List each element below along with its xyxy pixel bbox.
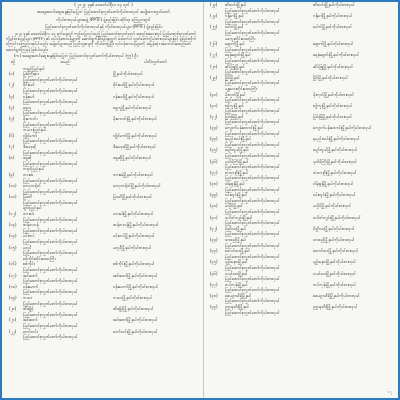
list-item-name: ထန်တလန် [23, 222, 39, 228]
list-item-number [207, 310, 225, 316]
list-item-role: ဂန့်ဂေါမြို့နယ်ကိုယ်စားလှယ် [313, 13, 353, 19]
list-item-number: (၃၈) [210, 181, 218, 186]
list-item-name: မလှိုင်မြို့နယ် [225, 203, 243, 209]
list-item-name: ပြည်ထောင်စုလွှတ်တော်ကိုယ်စားလှယ် [23, 289, 78, 295]
list-item-name: လယ်ဝေးမြို့နယ် [225, 270, 248, 276]
left-column [6, 2, 201, 398]
column-divider [203, 2, 204, 398]
list-item-role: အင်းတော်မြို့နယ်ကိုယ်စားလှယ် [113, 317, 158, 323]
list-item-number: (၃၉) [210, 192, 218, 198]
list-item-name: ဗန်းမော် [23, 93, 35, 99]
list-item-role: ပုသိမ်ကြီးမြို့နယ်ကိုယ်စားလှယ် [313, 158, 357, 164]
list-item-number: (၃၃) [210, 125, 218, 131]
list-item-role: ချောက်မြို့နယ်ကိုယ်စားလှယ် [313, 41, 354, 47]
list-item-role [313, 310, 396, 316]
list-item-name: မြင်းခြံမြို့နယ် [225, 113, 244, 119]
list-item-name: ပြည်ထောင်စုလွှတ်တော်ကိုယ်စားလှယ် [225, 119, 280, 125]
list-item-name: ကျောက်ပန်းတောင်းမြို့နယ် [225, 125, 264, 131]
list-item-role: ရွှေကူမြို့နယ်ကိုယ်စားလှယ် [113, 104, 152, 110]
list-item-number: (၂၅) [210, 24, 218, 30]
list-item-name: ထီးလင်းမြို့နယ် [225, 2, 247, 7]
list-item-name: ပြည်ထောင်စုလွှတ်တော်ကိုယ်စားလှယ် [225, 298, 280, 304]
list-item-number: (၃၆) [210, 158, 218, 164]
list-item-name: ပြည်ထောင်စုလွှတ်တော်ကိုယ်စားလှယ် [23, 250, 78, 256]
list-item-name: ပြည်ထောင်စုလွှတ်တော်ကိုယ်စားလှယ် [23, 76, 78, 82]
list-item-name: ပျော်ဘွယ်မြို့နယ် [225, 147, 249, 153]
document-page [2, 2, 398, 398]
list-item-name: ပြည်ထောင်စုလွှတ်တော်ကိုယ်စားလှယ် [225, 18, 280, 24]
list-item-name: ပြည်ထောင်စုလွှတ်တော်ကိုယ်စားလှယ် [225, 197, 280, 203]
list-item-role: မြဝတီမြို့နယ်ကိုယ်စားလှယ် [113, 194, 152, 200]
list-item-number: (၂၈) [210, 63, 218, 69]
document-heading-line-1: အချေအတင်ဆွေးနွေးခြင်းမပြုဘဲ ပြည်ထောင်စုလွှတ်တော်ကိုယ်စားလှယ် အမျိုးသားလွှတ်တော် [36, 9, 171, 15]
list-item-name: အင်းတော် [23, 317, 38, 323]
list-item-name: ပြည်ထောင်စုလွှတ်တော်ကိုယ်စားလှယ် [225, 97, 280, 103]
list-item-number: (၁၉) [9, 294, 17, 300]
list-item-number: (၁၂) [9, 211, 17, 217]
list-item-name: မြဝတီ [23, 194, 33, 200]
list-item-name: ပြည်ထောင်စုလွှတ်တော်ကိုယ်စားလှယ် [23, 216, 78, 222]
list-item-name: ဝိုင်းမော် [23, 82, 35, 88]
list-item-number: (၃၅) [210, 147, 218, 153]
list-item-name: ပြည်ထောင်စုလွှတ်တော်ကိုယ်စားလှယ် [225, 309, 280, 315]
list-item-number: (၄၁) [210, 214, 218, 220]
page-number: ၁၂ [387, 389, 392, 394]
list-item-name: ပြည်ထောင်စုလွှတ်တော်ကိုယ်စားလှယ် [23, 239, 78, 245]
list-item-number: (၇) [9, 143, 15, 149]
list-item-name: အင်းတော် [23, 272, 38, 278]
list-item-number: (၂၂) [9, 328, 17, 334]
list-item-role: ဗန်းမောက်မြို့နယ်ကိုယ်စားလှယ် [113, 283, 159, 289]
list-item-number: (၃၇) [210, 169, 218, 175]
list-item-number: (၁) [9, 71, 15, 77]
list-item-name: ဝမ်းတွင်းမြို့နယ် [225, 192, 248, 198]
list-item-name: ပြည်ထောင်စုလွှတ်တော်ကိုယ်စားလှယ် [23, 149, 78, 155]
list-item-name: ပြည်ထောင်စုလွှတ်တော်ကိုယ်စားလှယ် [23, 300, 78, 306]
list-item-role: မြိုင်မြို့နယ်ကိုယ်စားလှယ် [313, 74, 349, 80]
list-item-role: ဆိပ်ဖြူမြို့နယ်ကိုယ်စားလှယ် [313, 63, 354, 69]
list-item-name: ပြည်ထောင်စုလွှတ်တော်ကိုယ်စားလှယ် [23, 121, 78, 127]
list-item-name: မိုးကောင်း [23, 115, 38, 121]
list-item-name: ပြည်ထောင်စုလွှတ်တော်ကိုယ်စားလှယ် [225, 276, 280, 282]
list-item-number: (၁၀) [9, 183, 17, 189]
list-item-number: (၄၉) [210, 304, 218, 310]
list-item-name: ထီးချိုင့် [23, 306, 34, 312]
list-item-name: ပြည်ထောင်စုလွှတ်တော်ကိုယ်စားလှယ် [225, 175, 280, 181]
list-item-role: တံတားဦးမြို့နယ်ကိုယ်စားလှယ် [313, 169, 357, 175]
list-item-role: မလှိုင်မြို့နယ်ကိုယ်စားလှယ် [313, 203, 352, 209]
list-item-name: ပြည်ထောင်စုလွှတ်တော်ကိုယ်စားလှယ် [225, 80, 280, 86]
list-item-name: ဗန်းမောက် [23, 283, 39, 289]
list-item-name: ပြည်ထောင်စုလွှတ်တော်ကိုယ်စားလှယ် [225, 264, 280, 270]
list-item-name: ပြည်ထောင်စုလွှတ်တော်ကိုယ်စားလှယ် [225, 164, 280, 170]
list-item-name: ပြည်ထောင်စုလွှတ်တော်ကိုယ်စားလှယ် [225, 130, 280, 136]
list-item-name: မြိုင်မြို့နယ် [225, 74, 240, 80]
list-item-name: ပြည်ထောင်စုလွှတ်တော်ကိုယ်စားလှယ် [23, 334, 78, 340]
list-title: (က) အချေအတင်ဆွေးနွေးခြင်းမပြုဘဲ ပြည်ထောင်စုလွှတ်တော်ကိုယ်စားလှယ် (၅၅) ဦး [14, 52, 138, 58]
list-item-name: သာစည်မြို့နယ် [225, 236, 247, 242]
list-item-name: ပြည်ထောင်စုလွှတ်တော်ကိုယ်စားလှယ် [23, 99, 78, 105]
list-item-name: လွိုင်ကော် [23, 132, 38, 138]
list-item-role: ဝမ်းတွင်းမြို့နယ်ကိုယ်စားလှယ် [313, 192, 356, 198]
list-item-role: ပေါက်မြို့နယ်ကိုယ်စားလှယ် [313, 24, 352, 30]
list-item-name: ဖရူဆို [23, 155, 32, 161]
list-item-number: (၂၀) [9, 306, 17, 312]
list-item-role: စစ်ကိုင်းမြို့နယ်ကိုယ်စားလှယ် [113, 261, 155, 267]
list-item-role: ဟားခါးမြို့နယ်ကိုယ်စားလှယ် [113, 211, 154, 217]
list-item-role: ရေနံချောင်းမြို့နယ်ကိုယ်စားလှယ် [313, 52, 360, 58]
list-item-name: ပြည်ထောင်စုလွှတ်တော်ကိုယ်စားလှယ် [23, 278, 78, 284]
list-item-name: ပြည်ထောင်စုလွှတ်တော်ကိုယ်စားလှယ် [225, 253, 280, 259]
list-item-role: ပျဉ်းမနားမြို့နယ်ကိုယ်စားလှယ် [313, 259, 357, 265]
list-item-number: (၁၄) [9, 233, 17, 239]
list-item-role: ငါန်းဇွန်မြို့နယ်ကိုယ်စားလှယ် [313, 181, 354, 186]
list-item-name: ပြည်ထောင်စုလွှတ်တော်ကိုယ်စားလှယ် [225, 57, 280, 63]
list-item-number: (၁၃) [9, 222, 17, 228]
list-item-role: ဖရူဆိုမြို့နယ်ကိုယ်စားလှယ် [113, 155, 152, 161]
list-item-name: ပြည်ထောင်စုလွှတ်တော်ကိုယ်စားလှယ် [225, 186, 280, 192]
list-item-role: ဥတ္တရသီရိမြို့နယ်ကိုယ်စားလှယ် [313, 304, 358, 310]
list-item-name: ပြည်ထောင်စုလွှတ်တော်ကိုယ်စားလှယ် [225, 29, 280, 35]
list-item-name: ဂန့်ဂေါမြို့နယ် [225, 13, 245, 19]
list-item-name: မိတ္ထီလာမြို့နယ် [225, 225, 247, 231]
list-item-name: ရေနံချောင်းမြို့နယ် [225, 52, 251, 58]
list-item-number: (၃၂) [210, 113, 218, 119]
list-item-role: မြင်းခြံမြို့နယ်ကိုယ်စားလှယ် [313, 113, 352, 119]
list-item-name: သပိတ်ကျင်းမြို့နယ် [225, 214, 253, 220]
list-item-name: ပြည်ထောင်စုလွှတ်တော်ကိုယ်စားလှယ် [23, 322, 78, 328]
list-item-name: ကသာ [23, 294, 33, 300]
list-item-name: ကော်လင်း [23, 328, 38, 334]
list-item-name: ပြည်ထောင်စုလွှတ်တော်ကိုယ်စားလှယ် [225, 46, 280, 52]
list-item-role: ပျော်ဘွယ်မြို့နယ်ကိုယ်စားလှယ် [313, 147, 358, 153]
list-item-name: ပြည်ထောင်စုလွှတ်တော်ကိုယ်စားလှယ် [23, 188, 78, 194]
left-member-list [6, 66, 201, 340]
list-item-number [6, 334, 23, 340]
list-item-name: ပြည်ထောင်စုလွှတ်တော်ကိုယ်စားလှယ် [225, 7, 280, 13]
list-item-name: ချင်းပြည်နယ် [23, 205, 42, 211]
list-item-number: (၄၂) [210, 225, 218, 231]
list-item-role: သပိတ်ကျင်းမြို့နယ်ကိုယ်စားလှယ် [313, 214, 361, 220]
list-item-name: ဟားခါး [23, 211, 34, 217]
list-item-name: ရမည်းသင်းမြို့နယ် [225, 136, 252, 142]
list-item-name: ပြည်ထောင်စုလွှတ်တော်ကိုယ်စားလှယ် [23, 160, 78, 166]
list-item-name: ပြည်ထောင်စုလွှတ်တော်ကိုယ်စားလှယ် [225, 287, 280, 293]
list-item-name: ဒီးမော့ဆို [23, 143, 37, 149]
list-item-name: ပြည်ထောင်စုလွှတ်တော်ကိုယ်စားလှယ် [225, 141, 280, 147]
list-item-number: (၄၃) [210, 236, 218, 242]
list-item-role: တပ်ကုန်းမြို့နယ်ကိုယ်စားလှယ် [313, 281, 357, 287]
list-item-name: ပြည်ထောင်စုလွှတ်တော်ကိုယ်စားလှယ် [23, 227, 78, 233]
list-item-role: လွိုင်ကော်မြို့နယ်ကိုယ်စားလှယ် [113, 132, 158, 138]
list-item-role: တောင်သာမြို့နယ်ကိုယ်စားလှယ် [313, 248, 359, 254]
list-item-number: (၄၇) [210, 281, 218, 287]
list-item-number: (၁၅) [9, 244, 17, 250]
list-item-number: (၁၆) [9, 261, 17, 267]
list-item-number: (၂၄) [210, 13, 218, 19]
list-item-name: မင်းတပ် [23, 233, 35, 239]
list-item-number: (၁၈) [9, 283, 17, 289]
list-item-name: ပြည်ထောင်စုလွှတ်တော်ကိုယ်စားလှယ် [225, 242, 280, 248]
list-item-number: (၉) [9, 171, 15, 177]
list-item-name: ပြည်ထောင်စုလွှတ်တော်ကိုယ်စားလှယ် [225, 153, 280, 159]
list-item-role: မြို့နယ်ကိုယ်စားလှယ် [113, 71, 143, 77]
list-item-role: ဝိုင်းမော်မြို့နယ်ကိုယ်စားလှယ် [113, 82, 155, 88]
list-item-number: (၂၃) [210, 2, 218, 7]
list-item-name: ပြည်ထောင်စုလွှတ်တော်ကိုယ်စားလှယ် [225, 208, 280, 214]
list-item-number: (၂၇) [210, 52, 218, 58]
list-item-name: ချောက်မြို့နယ် [225, 41, 245, 47]
list-item-role: မိုးကောင်းမြို့နယ်ကိုယ်စားလှယ် [113, 115, 158, 121]
list-item-number: (၆) [9, 132, 15, 138]
list-item-name: ကော့ကရိတ် [23, 183, 41, 189]
list-item-number: (၄၅) [210, 259, 218, 265]
list-item-name: ကချင်ပြည်နယ် [23, 65, 45, 71]
list-item-number: (၅) [9, 115, 15, 121]
list-item-name: ပြည်ထောင်စုလွှတ်တော်ကိုယ်စားလှယ် [225, 108, 280, 114]
list-item-role: ဒီးမော့ဆိုမြို့နယ်ကိုယ်စားလှယ် [113, 143, 156, 149]
list-item-role: ဇေယျာသီရိမြို့နယ်ကိုယ်စားလှယ် [313, 292, 360, 298]
list-item-role: ကော်လင်းမြို့နယ်ကိုယ်စားလှယ် [113, 328, 158, 334]
column-header-name: အမည် [60, 59, 70, 65]
list-item-role: ကျောက်ပန်းတောင်းမြို့နယ်ကိုယ်စားလှယ် [313, 125, 372, 131]
document-heading-line-2: ကိုယ်စားလှယ်များအဖွဲ့ (PPTF) ဖွဲ့စည်းခြင်း ဆိုင်ရာ ကြေညာချက် [56, 16, 151, 22]
list-item-number: (၁၁) [9, 194, 17, 200]
list-item-name: ပြည်ထောင်စုလွှတ်တော်ကိုယ်စားလှယ် [23, 138, 78, 144]
list-item-role: ထီးချိုင့်မြို့နယ်ကိုယ်စားလှယ် [113, 306, 154, 312]
list-item-name: ပြည်ထောင်စုလွှတ်တော်ကိုယ်စားလှယ် [23, 110, 78, 116]
list-item [6, 334, 201, 340]
list-item-number: (၄၀) [210, 203, 218, 209]
column-header-role: ပါတီ/လွှတ်တော် [144, 59, 167, 65]
list-item-role: ထန်တလန်မြို့နယ်ကိုယ်စားလှယ် [113, 222, 159, 228]
list-item-name: ပြည်ထောင်စုလွှတ်တော်ကိုယ်စားလှယ် [23, 311, 78, 317]
list-item-role: စဉ့်ကူးမြို့နယ်ကိုယ်စားလှယ် [313, 102, 353, 108]
list-item-role: လယ်ဝေးမြို့နယ်ကိုယ်စားလှယ် [313, 270, 356, 276]
list-item-name: ပြည်ထောင်စုလွှတ်တော်ကိုယ်စားလှယ် [23, 267, 78, 272]
list-item-role: မိတ္ထီလာမြို့နယ်ကိုယ်စားလှယ် [313, 225, 355, 231]
list-item-role: အင်းတော်မြို့နယ်ကိုယ်စားလှယ် [113, 272, 158, 278]
list-item-number: (၂) [9, 82, 15, 88]
list-item-number: (၃၄) [210, 136, 218, 142]
list-item-name: မြစ်ကြီးနား [23, 71, 39, 77]
list-item-name: ပြည်ထောင်စုလွှတ်တော်ကိုယ်စားလှယ် [225, 220, 280, 226]
list-item-name: စစ်ကိုင်း [23, 261, 35, 267]
list-item-name: ပြည်ထောင်စုလွှတ်တော်ကိုယ်စားလှယ် [225, 69, 280, 75]
list-item-number: (၈) [9, 155, 15, 161]
list-item-name: ပြည်ထောင်စုလွှတ်တော်ကိုယ်စားလှယ် [23, 199, 78, 205]
list-item-name: ဇေယျာသီရိမြို့နယ် [225, 292, 252, 298]
list-item-name: မိုးကုတ်မြို့နယ် [225, 91, 246, 97]
list-item-number: (၂၁) [9, 317, 17, 323]
list-item-name: ဆိပ်ဖြူမြို့နယ် [225, 63, 245, 69]
intro-paragraph: ၂၀၂၃ ခုနှစ် ဖေဖော်ဝါရီလ ၁၄ ရက်နေ့တွင် ကျင်းပပြုလုပ်သည့် ပြည်ထောင်စုလွှတ်တော် အစည်းအဝေးတွင် ပြည်ထောင်စုလွှတ်တော်ကိုယ်စားလှယ်များ (PPTF) ၏ လုပ်ငန်းတာဝန်များကို ဆောင်ရွက်နိုင်ရန်အတွက် အောက်ပါ လွှတ်တော်ကိုယ်စားလှယ်များဖြင့် ဖွဲ့စည်းလိုက်ကြောင်း ကြေညာအပ်ပါသည်။ အဖွဲ့ဝင်များသည် ပြည်သူ့ဆန္ဒကို ကိုယ်စားပြုပြီး လုပ်ငန်းတာဝန်များကို အမြန်ဆုံး အကောင်အထည်ဖော် ဆောင်ရွက်ကြရန် ဖြစ်ပါသည်။ [6, 30, 197, 52]
list-item-name: ဘားအံ [23, 171, 34, 177]
list-item-number: (၄) [9, 104, 15, 110]
list-item-number: (၁၇) [9, 272, 17, 278]
list-item-number: (၂၉) [210, 74, 218, 80]
list-item-name: ပြည်ထောင်စုလွှတ်တော်ကိုယ်စားလှယ် [23, 88, 78, 93]
list-item-role [113, 334, 201, 340]
document-heading-line-3: ပြည်ထောင်စုလွှတ်တော်ကိုယ်စားလှယ်နှင့် ကိုယ်စားလှယ်များ (PPTF) ဖွဲ့စည်းခြင်း [45, 24, 162, 30]
right-member-list [207, 2, 396, 315]
list-item [207, 310, 396, 316]
list-item-number: (၄၆) [210, 270, 218, 276]
list-item-role: မင်းတပ်မြို့နယ်ကိုယ်စားလှယ် [113, 233, 155, 239]
list-item-name: ပြည်ထောင်စုလွှတ်တော်ကိုယ်စားလှယ် [23, 177, 78, 183]
list-item-name: ပြည်ထောင်စုလွှတ်တော်ကိုယ်စားလှယ် [225, 231, 280, 237]
list-item-name: မကွေးတိုင်းဒေသကြီး [225, 35, 256, 41]
list-item-role: ဗန်းမော်မြို့နယ်ကိုယ်စားလှယ် [113, 93, 155, 99]
list-item-number: (၃) [9, 93, 15, 99]
list-item-name: တောင်သာမြို့နယ် [225, 248, 250, 254]
list-item-name: ပုသိမ်ကြီးမြို့နယ် [225, 158, 249, 164]
list-item-name: ကရင်ပြည်နယ် [23, 166, 45, 172]
list-item-name: တပ်ကုန်းမြို့နယ် [225, 281, 248, 287]
list-item-role: မတူပီမြို့နယ်ကိုယ်စားလှယ် [113, 244, 152, 250]
column-headers [6, 59, 201, 64]
column-header-number: စဉ် [10, 59, 16, 65]
list-item-name: ပေါက်မြို့နယ် [225, 24, 244, 30]
list-item-name: ငါန်းဇွန်မြို့နယ် [225, 181, 245, 186]
list-item-number: (၃၀) [210, 91, 218, 97]
list-item-name: မတူပီ [23, 244, 32, 250]
list-item-role: သာစည်မြို့နယ်ကိုယ်စားလှယ် [313, 236, 355, 242]
list-item-role: ကော့ကရိတ်မြို့နယ်ကိုယ်စားလှယ် [113, 183, 161, 189]
list-item-name: မန္တလေးတိုင်းဒေသကြီး [225, 85, 257, 91]
list-item-name: ဥတ္တရသီရိမြို့နယ် [225, 304, 250, 310]
list-item-name: စစ်ကိုင်းတိုင်းဒေသကြီး [23, 255, 56, 261]
list-item-number: (၄၈) [210, 292, 218, 298]
right-column [207, 2, 396, 398]
list-item-number: (၄၄) [210, 248, 218, 254]
document-date: ( ၂၀၂၃ ခုနှစ် ဖေဖော်ဝါရီလ ၁၄ ရက် ) [74, 2, 133, 7]
list-item-role: ဘားအံမြို့နယ်ကိုယ်စားလှယ် [113, 171, 154, 177]
list-item-role: ကသာမြို့နယ်ကိုယ်စားလှယ် [113, 294, 153, 300]
list-item-number: (၃၁) [210, 102, 218, 108]
list-item-number: (၂၆) [210, 41, 218, 47]
list-item-name: ကယားပြည်နယ် [23, 127, 47, 133]
list-item-name: ပျဉ်းမနားမြို့နယ် [225, 259, 248, 265]
list-item-role: ထီးလင်းမြို့နယ်ကိုယ်စားလှယ် [313, 2, 355, 7]
list-item-name: ရွှေကူ [23, 104, 32, 110]
list-item-name: စဉ့်ကူးမြို့နယ် [225, 102, 244, 108]
list-item-role: မိုးကုတ်မြို့နယ်ကိုယ်စားလှယ် [313, 91, 354, 97]
list-item-name: တံတားဦးမြို့နယ် [225, 169, 249, 175]
list-item-role: ရမည်းသင်းမြို့နယ်ကိုယ်စားလှယ် [313, 136, 360, 142]
